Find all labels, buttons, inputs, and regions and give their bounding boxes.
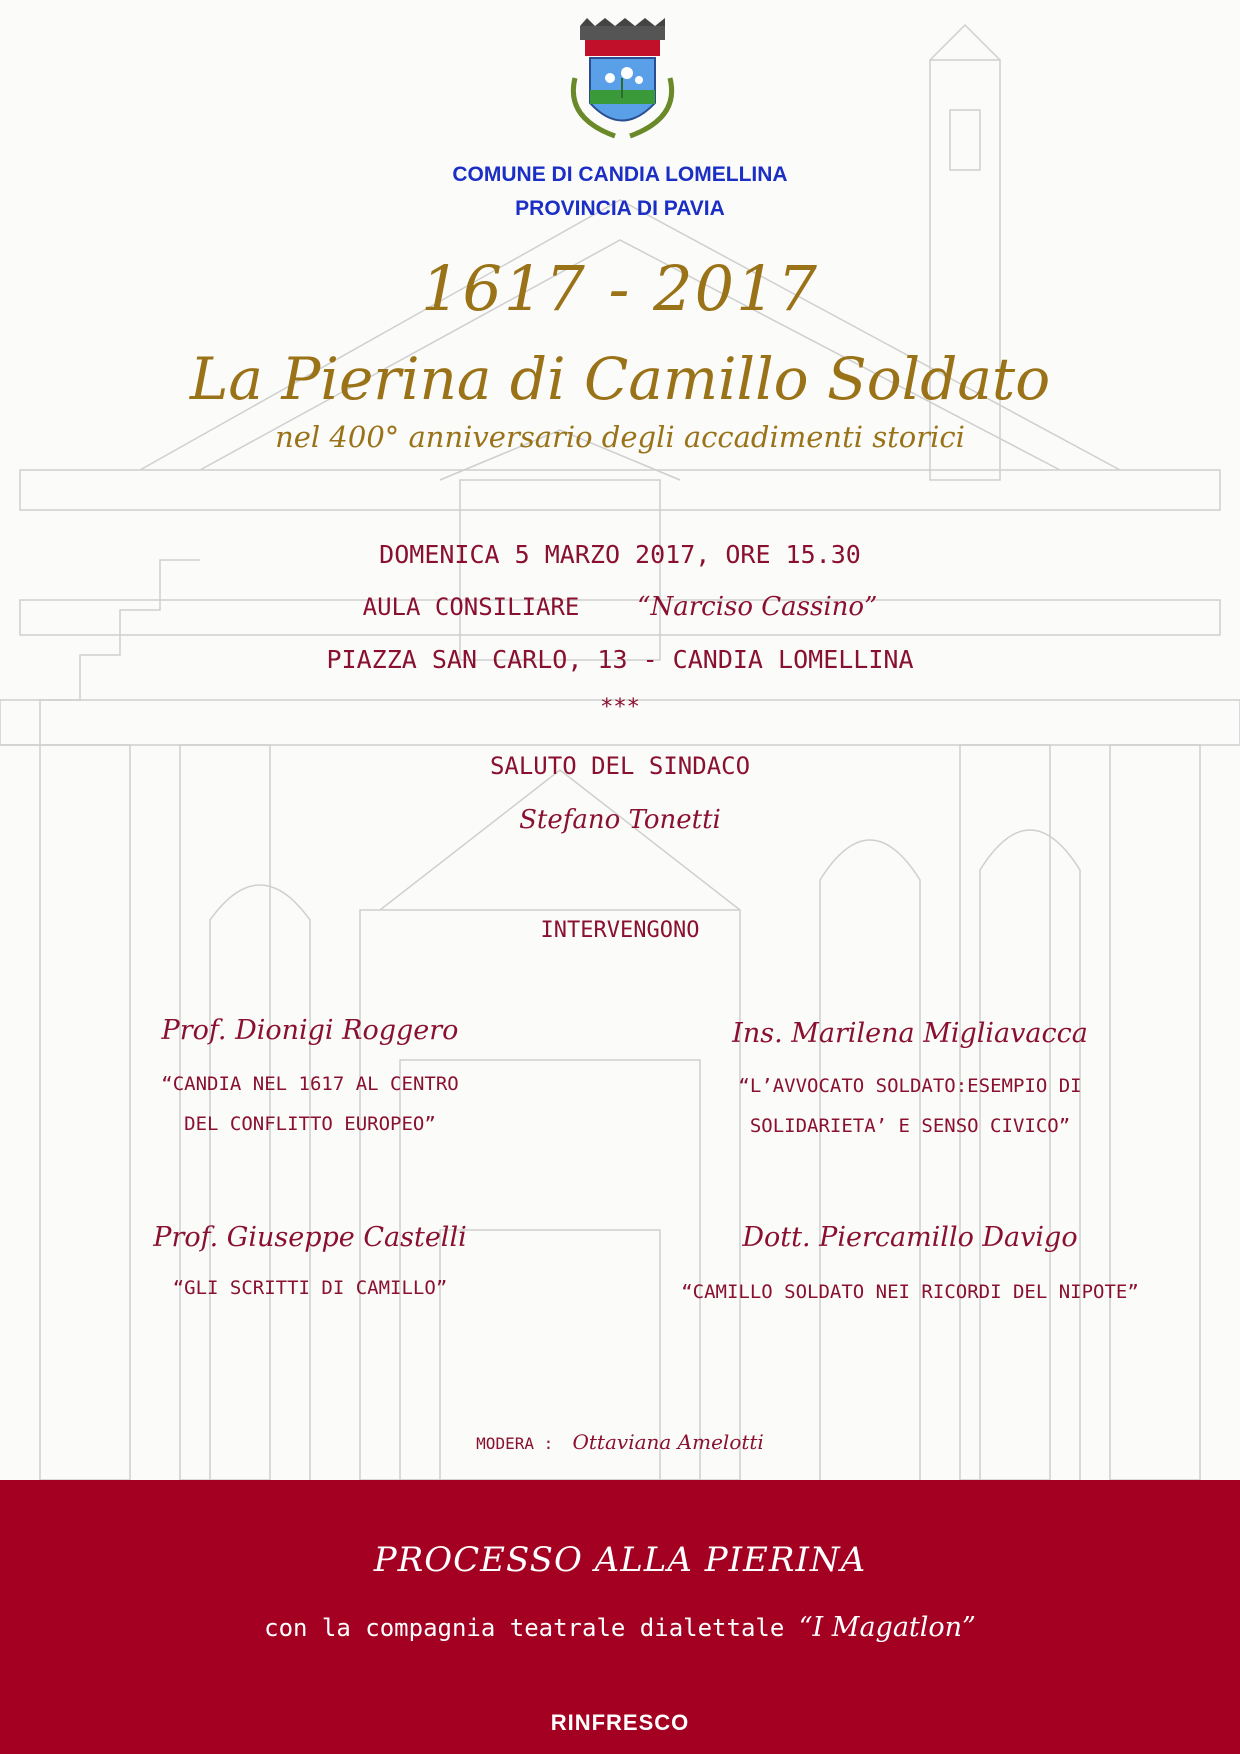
refreshments: RINFRESCO [550, 1710, 690, 1735]
speaker-talk [100, 1064, 520, 1144]
province-name: PROVINCIA DI PAVIA [515, 197, 725, 220]
event-date-time: DOMENICA 5 MARZO 2017, ORE 15.30 [379, 540, 861, 569]
speaker-talk-line: “CAMILLO SOLDATO NEI RICORDI DEL NIPOTE” [681, 1281, 1139, 1303]
speaker-name: Prof. Giuseppe Castelli [153, 1222, 467, 1253]
speakers-heading: INTERVENGONO [540, 918, 700, 943]
speaker-talk [610, 1272, 1210, 1312]
separator: *** [600, 695, 640, 720]
moderator [0, 1430, 1240, 1454]
speaker-talk-line: “CANDIA NEL 1617 AL CENTRO [161, 1073, 459, 1095]
speaker-name: Ins. Marilena Migliavacca [732, 1018, 1088, 1049]
company-name: “I Magatlon” [798, 1612, 976, 1643]
event-venue [0, 592, 1240, 622]
municipality-name: COMUNE DI CANDIA LOMELLINA [452, 163, 788, 186]
mayor-name: Stefano Tonetti [519, 805, 721, 835]
event-title: La Pierina di Camillo Soldato [189, 345, 1051, 413]
venue-label: AULA CONSILIARE [362, 593, 580, 621]
anniversary-years: 1617 - 2017 [421, 252, 819, 325]
company-prefix: con la compagnia teatrale dialettale [264, 1614, 785, 1642]
mayor-greeting: SALUTO DEL SINDACO [489, 752, 751, 780]
coat-of-arms-icon [555, 18, 690, 148]
speaker-talk [660, 1066, 1160, 1146]
municipality-header [0, 158, 1240, 226]
moderator-name: Ottaviana Amelotti [572, 1430, 764, 1454]
speaker-name: Dott. Piercamillo Davigo [742, 1222, 1078, 1253]
show-title: PROCESSO ALLA PIERINA [373, 1540, 867, 1580]
event-address: PIAZZA SAN CARLO, 13 - CANDIA LOMELLINA [326, 645, 914, 674]
moderator-label: MODERA : [476, 1434, 554, 1453]
speaker-talk [100, 1268, 520, 1308]
event-subtitle: nel 400° anniversario degli accadimenti storici [275, 420, 965, 454]
speaker-talk-line: DEL CONFLITTO EUROPEO” [184, 1113, 436, 1135]
speaker-talk-line: “L’AVVOCATO SOLDATO:ESEMPIO DI [738, 1075, 1082, 1097]
speaker-name: Prof. Dionigi Roggero [161, 1015, 459, 1046]
speaker-talk-line: SOLIDARIETA’ E SENSO CIVICO” [749, 1115, 1071, 1137]
speaker-talk-line: “GLI SCRITTI DI CAMILLO” [172, 1277, 448, 1299]
venue-name: “Narciso Cassino” [637, 592, 878, 622]
theatre-company [0, 1612, 1240, 1643]
